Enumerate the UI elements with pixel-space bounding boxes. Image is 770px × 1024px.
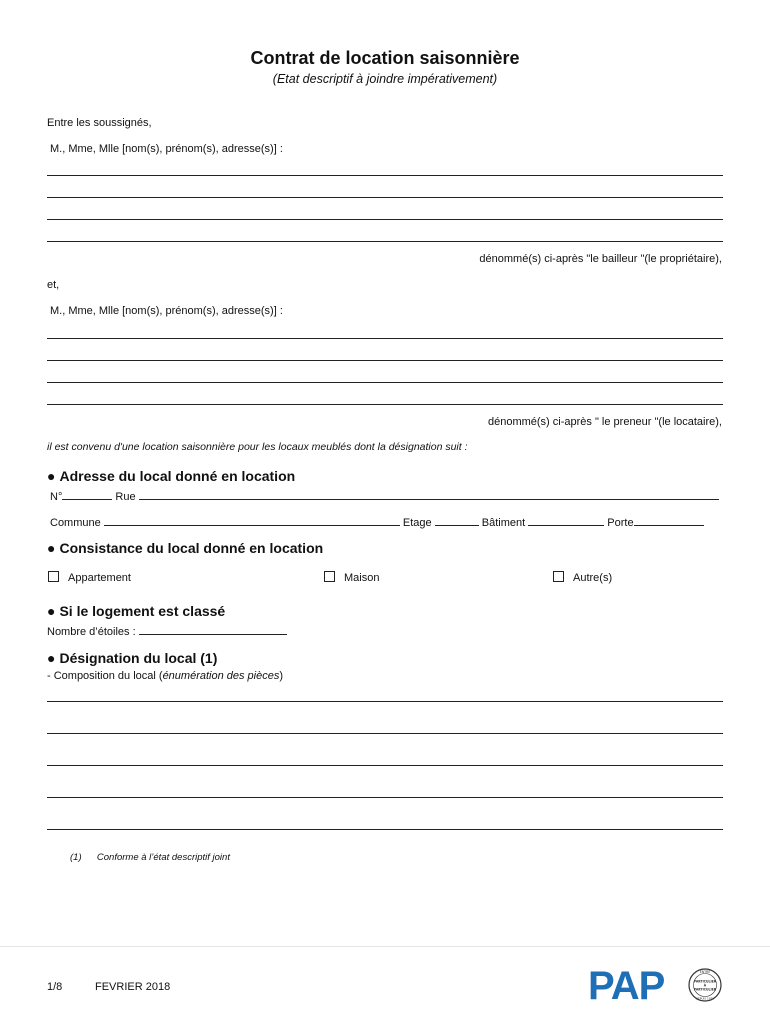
footnote — [70, 851, 230, 865]
seal-middle-text-3: PARTICULIER — [693, 987, 717, 992]
building-label: Bâtiment — [481, 517, 526, 529]
composition-label — [47, 669, 283, 683]
party2-role: dénommé(s) ci-après " le preneur "(le locataire), — [487, 416, 722, 428]
party2-label: M., Mme, Mlle [nom(s), prénom(s), adresse(s)] : — [50, 305, 283, 317]
bullet-icon: ● — [47, 650, 56, 666]
party1-line-3[interactable] — [47, 219, 723, 220]
seal-bottom-text: DEPUIS 1975 — [695, 996, 715, 1001]
door-label: Porte — [607, 517, 634, 529]
footnote-text: Conforme à l’état descriptif joint — [96, 852, 230, 863]
bullet-icon: ● — [47, 540, 56, 556]
composition-line-3[interactable] — [47, 765, 723, 766]
intro-text: Entre les soussignés, — [47, 117, 152, 129]
document-title: Contrat de location saisonnière — [250, 48, 520, 68]
address-heading-text: Adresse du local donné en location — [59, 468, 296, 484]
address-heading — [47, 467, 295, 485]
footer-date: FEVRIER 2018 — [95, 981, 171, 993]
checkbox-icon[interactable] — [324, 571, 335, 582]
stars-row — [47, 623, 287, 639]
type-option-label: Autre(s) — [573, 572, 613, 584]
rating-heading — [47, 602, 225, 620]
composition-prefix: - Composition du local ( — [47, 670, 163, 682]
party1-role: dénommé(s) ci-après "le bailleur "(le propriétaire), — [479, 253, 722, 265]
seal-middle-text-2: À — [703, 983, 707, 988]
pap-seal-icon — [687, 967, 723, 1003]
checkbox-icon[interactable] — [48, 571, 59, 582]
and-text: et, — [47, 279, 60, 291]
address-street-row — [50, 488, 719, 504]
composition-line-5[interactable] — [47, 829, 723, 830]
footer-divider — [0, 946, 770, 947]
seal-top-text: ENTRE — [699, 969, 711, 974]
designation-heading-text: Désignation du local (1) — [59, 650, 218, 666]
street-field[interactable] — [139, 488, 719, 500]
number-label: N° — [50, 491, 63, 503]
composition-line-4[interactable] — [47, 797, 723, 798]
type-option-other[interactable] — [553, 571, 612, 585]
composition-line-1[interactable] — [47, 701, 723, 702]
footnote-marker: (1) — [70, 852, 82, 863]
bullet-icon: ● — [47, 468, 56, 484]
composition-line-2[interactable] — [47, 733, 723, 734]
city-field[interactable] — [104, 514, 400, 526]
address-city-row — [50, 514, 704, 530]
rating-heading-text: Si le logement est classé — [59, 603, 226, 619]
checkbox-icon[interactable] — [553, 571, 564, 582]
page-number: 1/8 — [47, 981, 63, 993]
type-option-label: Maison — [344, 572, 380, 584]
floor-label: Etage — [402, 517, 432, 529]
floor-field[interactable] — [435, 514, 479, 526]
party2-line-1[interactable] — [47, 338, 723, 339]
party2-line-2[interactable] — [47, 360, 723, 361]
party1-label: M., Mme, Mlle [nom(s), prénom(s), adresse(s)] : — [50, 143, 283, 155]
pap-logo — [588, 966, 728, 1006]
type-heading-text: Consistance du local donné en location — [59, 540, 324, 556]
party2-line-3[interactable] — [47, 382, 723, 383]
party2-line-4[interactable] — [47, 404, 723, 405]
type-option-apartment[interactable] — [48, 571, 131, 585]
seal-middle-text-1: PARTICULIER — [693, 979, 717, 984]
pap-logo-text: PAP — [588, 964, 665, 1008]
city-label: Commune — [50, 517, 101, 529]
composition-italic: énumération des pièces — [162, 670, 280, 682]
street-label: Rue — [115, 491, 136, 503]
party1-line-1[interactable] — [47, 175, 723, 176]
document-subtitle: (Etat descriptif à joindre impérativement) — [272, 72, 498, 86]
type-option-house[interactable] — [324, 571, 379, 585]
type-option-label: Appartement — [68, 572, 131, 584]
door-field[interactable] — [634, 514, 704, 526]
composition-suffix: ) — [279, 670, 284, 682]
party1-line-4[interactable] — [47, 241, 723, 242]
agreement-text: il est convenu d'une location saisonnière pour les locaux meublés dont la désignation suit : — [47, 441, 468, 453]
bullet-icon: ● — [47, 603, 56, 619]
stars-label: Nombre d’étoiles : — [47, 626, 136, 638]
party1-line-2[interactable] — [47, 197, 723, 198]
building-field[interactable] — [528, 514, 604, 526]
number-field[interactable] — [62, 488, 112, 500]
stars-field[interactable] — [139, 623, 287, 635]
type-heading — [47, 539, 323, 557]
designation-heading — [47, 649, 217, 667]
